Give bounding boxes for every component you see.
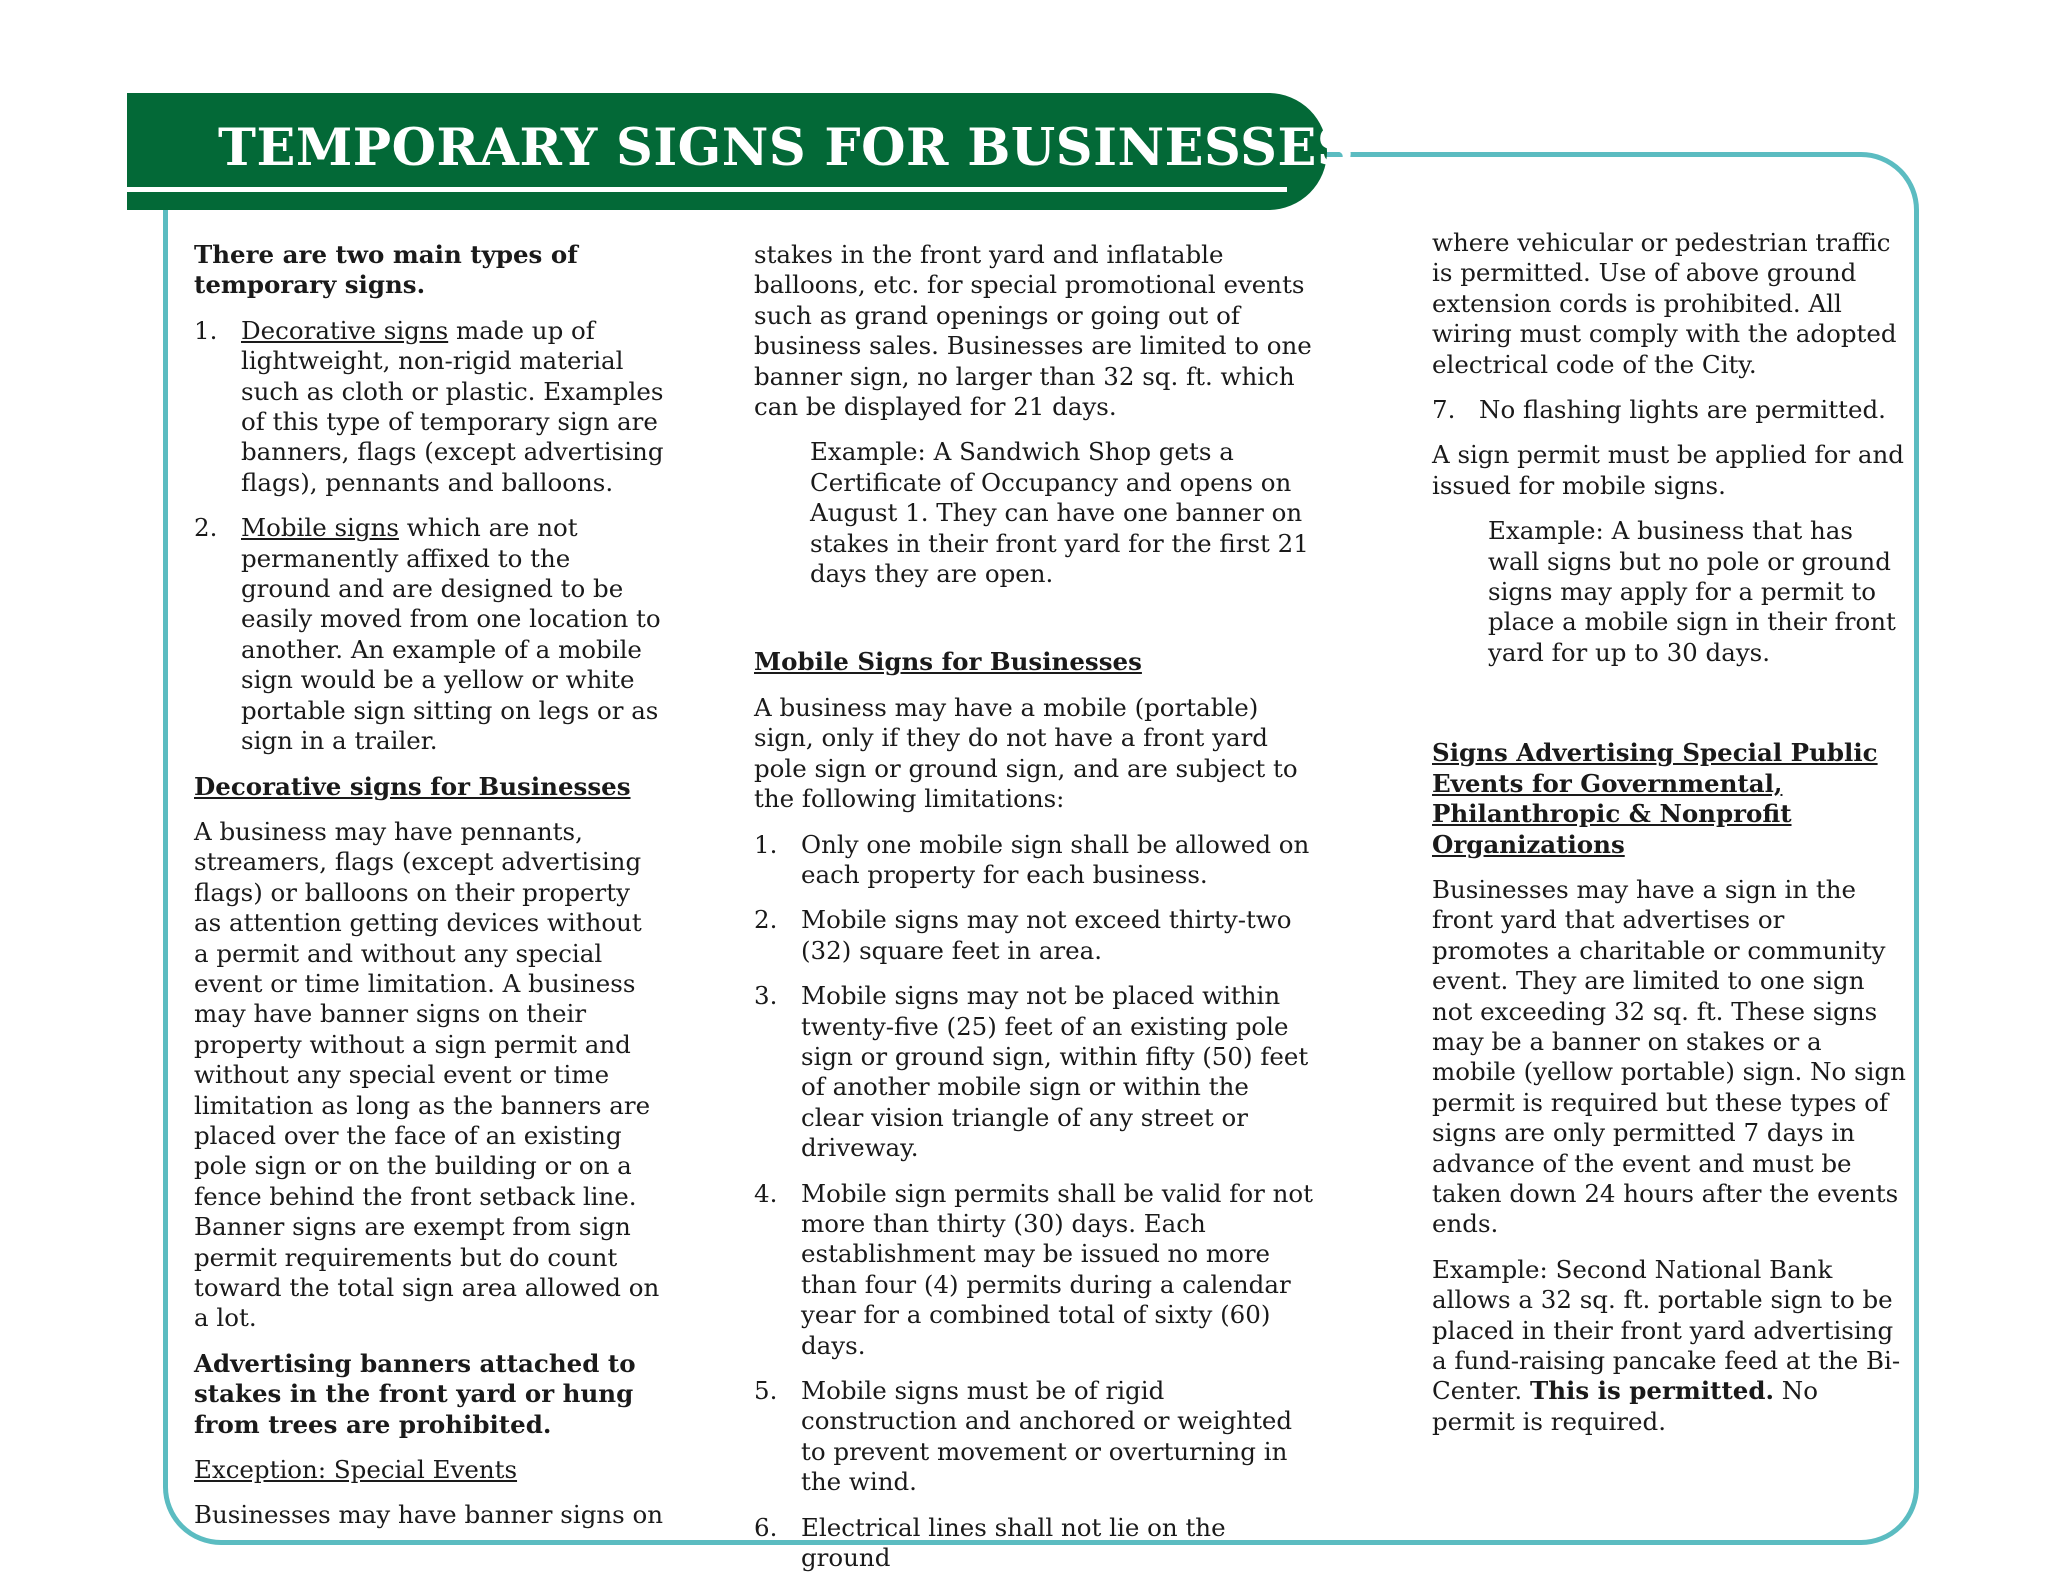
electrical-continued: where vehicular or pedestrian traffic is permitted. Use of above ground extension cords is prohibited. All wiring must comply with the adopted electrical code of the City. xyxy=(1432,228,1897,379)
term-description: made up of lightweight, non-rigid material such as cloth or plastic. Examples of this type of temporary sign are banners, flags (except advertising flags), pennants and balloons. xyxy=(241,315,664,497)
page-title: TEMPORARY SIGNS FOR BUSINESSES xyxy=(218,118,1355,178)
example-bank-text-end: No permit is required. xyxy=(1432,1376,1818,1436)
mobile-limitations-list xyxy=(754,830,1314,1574)
column-3 xyxy=(1432,228,1907,1452)
example-sandwich-shop: Example: A Sandwich Shop gets a Certificate of Occupancy and opens on August 1. They can have one banner on stakes in their front yard for the first 21 days they are open. xyxy=(810,437,1309,589)
section-heading-decorative: Decorative signs for Businesses xyxy=(194,771,631,801)
spacer xyxy=(754,604,1314,647)
list-item-text: Electrical lines shall not lie on the ground xyxy=(801,1512,1226,1573)
exception-body-continued: stakes in the front yard and inflatable balloons, etc. for special promotional events such as grand openings or going out of business sales. Businesses are limited to one banner sign, no larger than 32 sq. ft. which can be displayed for 21 days. xyxy=(754,240,1312,422)
list-item xyxy=(754,830,1314,891)
column-2 xyxy=(754,240,1314,1588)
decorative-body: A business may have pennants, streamers, flags (except advertising flags) or balloons on their property as attention getting devices without a permit and without any special event or time limitation. A business may have banner signs on their property without a sign permit and without any special event or time limitation as long as the banners are placed over the face of an existing pole sign or on the building or on a fence behind the front setback line. Banner signs are exempt from sign permit requirements but do count toward the total sign area allowed on a lot. xyxy=(194,816,660,1333)
column-1 xyxy=(194,240,664,1546)
list-item-text: Mobile signs must be of rigid construction and anchored or weighted to prevent movement or overturning in the wind. xyxy=(801,1376,1293,1497)
example-bank-text: Example: Second National Bank allows a 32 sq. ft. portable sign to be placed in their front yard advertising a fund-raising pancake feed at the Bi-Center. xyxy=(1432,1254,1901,1406)
spacer xyxy=(1432,683,1907,738)
list-item xyxy=(194,316,664,498)
intro-text: There are two main types of temporary signs. xyxy=(194,240,578,300)
list-item xyxy=(194,513,664,756)
term-description: which are not permanently affixed to the ground and are designed to be easily moved from one location to another. An example of a mobile sign would be a yellow or white portable sign sitting on legs or as sign in a trailer. xyxy=(241,513,661,756)
list-number: 2. xyxy=(194,513,218,543)
section-heading-mobile: Mobile Signs for Businesses xyxy=(754,647,1142,677)
list-item xyxy=(754,981,1314,1163)
exception-heading: Exception: Special Events xyxy=(194,1455,518,1485)
list-item-text: Mobile signs may not be placed within twenty-five (25) feet of an existing pole sign or ground sign, within fifty (50) feet of another mobile sign or within the clear vision triangle of any street or driveway. xyxy=(801,981,1309,1163)
list-number: 3. xyxy=(754,981,778,1011)
list-number: 6. xyxy=(754,1512,778,1542)
example-bank xyxy=(1432,1255,1907,1437)
header-underline xyxy=(127,187,1287,192)
list-number: 4. xyxy=(754,1178,778,1208)
list-item-text: No flashing lights are permitted. xyxy=(1479,395,1886,425)
term-mobile-signs: Mobile signs xyxy=(241,513,399,543)
list-item xyxy=(1432,395,1907,425)
list-item xyxy=(754,1376,1314,1498)
exception-body-start: Businesses may have banner signs on xyxy=(194,1500,664,1530)
list-item xyxy=(754,1179,1314,1361)
list-item xyxy=(754,1513,1314,1574)
mobile-limitations-list-continued xyxy=(1432,395,1907,425)
permit-note: A sign permit must be applied for and issued for mobile signs. xyxy=(1432,440,1904,500)
term-decorative-signs: Decorative signs xyxy=(241,315,449,345)
list-number: 7. xyxy=(1432,395,1456,425)
section-heading-public-events: Signs Advertising Special Public Events for Governmental, Philanthropic & Nonprofit Organizations xyxy=(1432,738,1878,859)
example-bank-emphasis: This is permitted. xyxy=(1529,1376,1775,1406)
list-number: 1. xyxy=(754,829,778,859)
example-wall-signs: Example: A business that has wall signs but no pole or ground signs may apply for a permit to place a mobile sign in their front yard for up to 30 days. xyxy=(1488,516,1896,667)
list-number: 1. xyxy=(194,315,218,345)
list-item xyxy=(754,905,1314,966)
mobile-intro: A business may have a mobile (portable) sign, only if they do not have a front yard pole sign or ground sign, and are subject to the following limitations: xyxy=(754,692,1298,814)
list-number: 5. xyxy=(754,1376,778,1405)
sign-types-list xyxy=(194,316,664,757)
list-number: 2. xyxy=(754,905,778,935)
prohibited-notice: Advertising banners attached to stakes in the front yard or hung from trees are prohibited. xyxy=(194,1348,636,1439)
list-item-text: Mobile sign permits shall be valid for not more than thirty (30) days. Each establishment may be issued no more than four (4) permits during a calendar year for a combined total of sixty (60) days. xyxy=(801,1178,1313,1360)
list-item-text: Mobile signs may not exceed thirty-two (32) square feet in area. xyxy=(801,905,1292,965)
list-item-text: Only one mobile sign shall be allowed on each property for each business. xyxy=(801,829,1310,889)
public-events-body: Businesses may have a sign in the front yard that advertises or promotes a charitable or community event. They are limited to one sign not exceeding 32 sq. ft. These signs may be a banner on stakes or a mobile (yellow portable) sign. No sign permit is required but these types of signs are only permitted 7 days in advance of the event and must be taken down 24 hours after the events ends. xyxy=(1432,874,1906,1239)
